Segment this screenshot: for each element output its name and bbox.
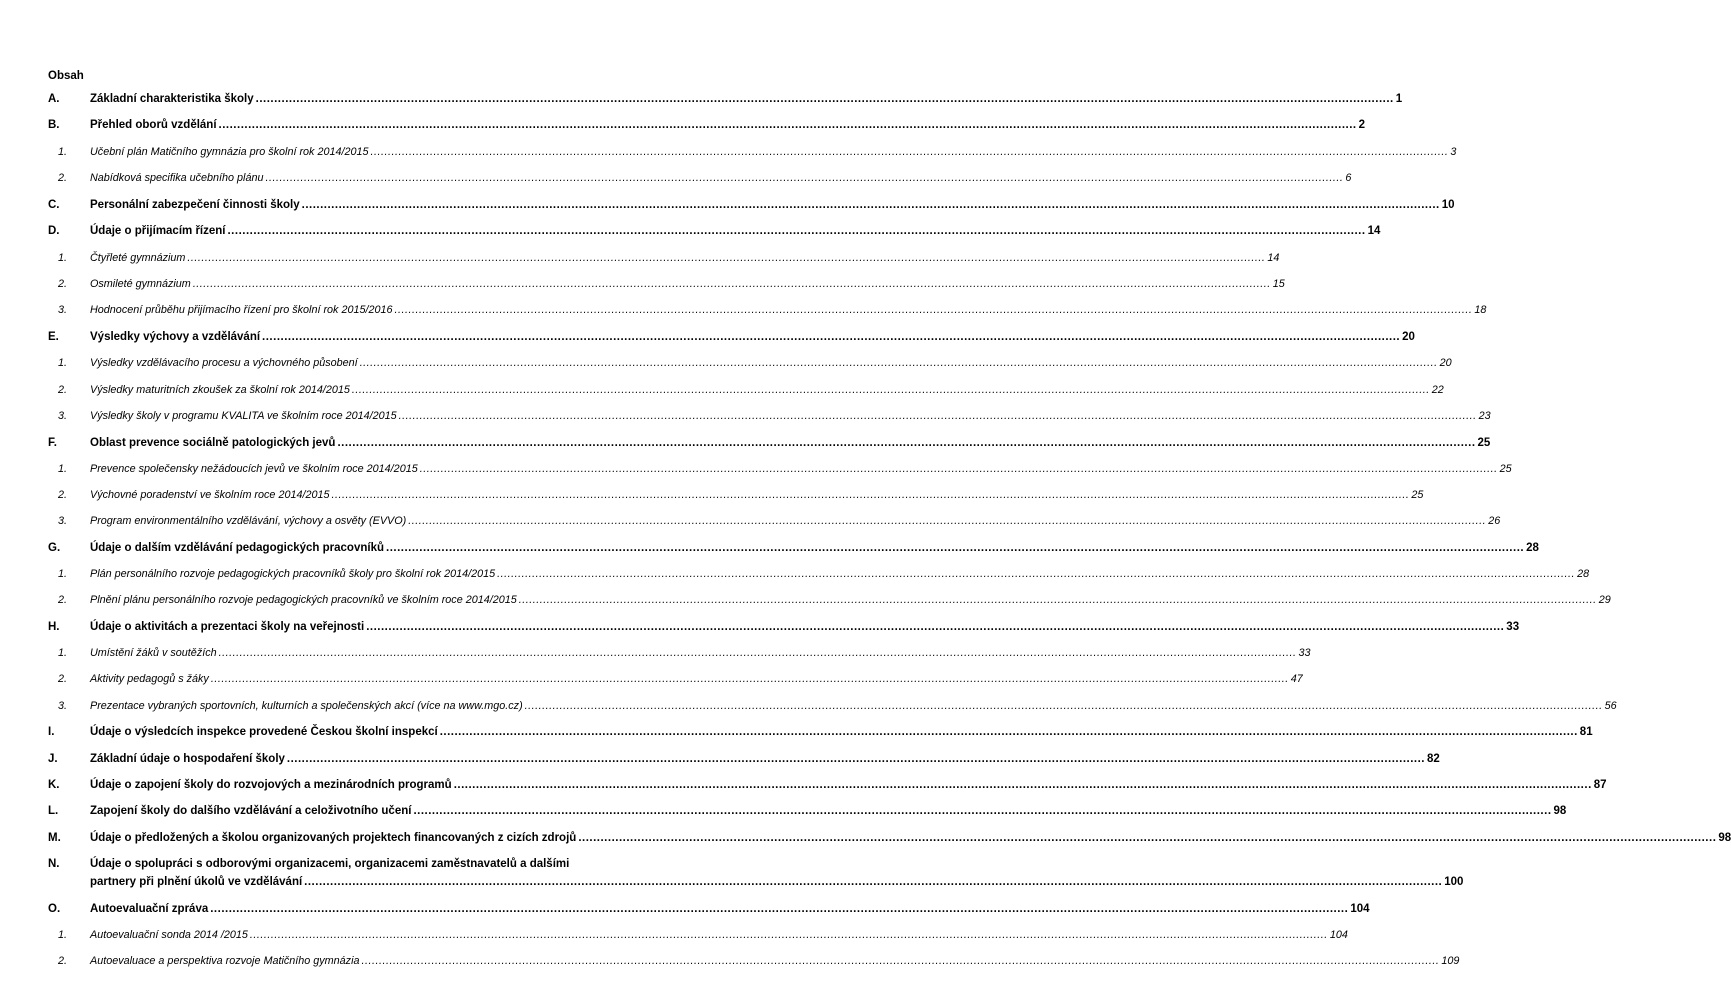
toc-title: Výsledky školy v programu KVALITA ve školním roce 2014/2015 (90, 410, 397, 422)
toc-entry-m[interactable] (48, 831, 1731, 845)
toc-marker: H. (48, 621, 60, 633)
toc-marker: F. (48, 437, 57, 449)
toc-page-number: 20 (1439, 357, 1452, 369)
toc-entry-f2[interactable] (48, 488, 1424, 502)
toc-leader-dots (287, 752, 1425, 766)
toc-entry-g2[interactable] (48, 593, 1611, 607)
toc-marker: 3. (58, 515, 68, 527)
toc-entry-h2[interactable] (48, 672, 1303, 686)
toc-title: Údaje o spolupráci s odborovými organizacemi, organizacemi zaměstnavatelů a dalšími (90, 858, 570, 870)
toc-title: Údaje o dalším vzdělávání pedagogických pracovníků (90, 542, 384, 554)
toc-leader-dots (525, 699, 1603, 713)
toc-leader-dots (370, 145, 1448, 159)
toc-leader-dots (352, 383, 1430, 397)
toc-marker: I. (48, 726, 55, 738)
toc-entry-f3[interactable] (48, 514, 1501, 528)
toc-title-continuation: partnery při plnění úkolů ve vzdělávání (90, 876, 303, 888)
toc-leader-dots (304, 875, 1442, 889)
toc-title: Údaje o aktivitách a prezentaci školy na veřejnosti (90, 621, 365, 633)
toc-page-number: 47 (1290, 673, 1303, 685)
toc-page-number: 25 (1477, 437, 1491, 449)
toc-leader-dots (361, 954, 1439, 968)
toc-marker: 2. (58, 278, 68, 290)
toc-title: Umístění žáků v soutěžích (90, 647, 217, 659)
toc-leader-dots (519, 593, 1597, 607)
toc-marker: B. (48, 119, 60, 131)
toc-marker: 2. (58, 955, 68, 967)
toc-entry-h1[interactable] (48, 646, 1311, 660)
toc-title: Údaje o předložených a školou organizovaných projektech financovaných z cizích zdrojů (90, 832, 577, 844)
toc-title: Aktivity pedagogů s žáky (90, 673, 209, 685)
toc-leader-dots (193, 277, 1271, 291)
toc-page-number: 14 (1367, 225, 1381, 237)
toc-leader-dots (408, 514, 1486, 528)
toc-marker: 1. (58, 647, 68, 659)
toc-entry-d[interactable] (48, 224, 1381, 238)
toc-title: Čtyřleté gymnázium (90, 252, 186, 264)
toc-page-number: 98 (1553, 805, 1567, 817)
toc-title: Autoevaluační zpráva (90, 903, 209, 915)
toc-title: Výsledky maturitních zkoušek za školní rok 2014/2015 (90, 384, 350, 396)
toc-page-number: 81 (1579, 726, 1593, 738)
toc-title: Osmileté gymnázium (90, 278, 191, 290)
toc-heading: Obsah (48, 70, 84, 82)
toc-page-number: 56 (1604, 700, 1617, 712)
toc-entry-e[interactable] (48, 330, 1415, 344)
toc-leader-dots (219, 646, 1297, 660)
toc-page-number: 20 (1402, 331, 1415, 343)
toc-title: Autoevaluace a perspektiva rozvoje Matičního gymnázia (90, 955, 360, 967)
toc-entry-g[interactable] (48, 541, 1539, 555)
toc-marker: 3. (58, 700, 68, 712)
toc-marker: 2. (58, 673, 68, 685)
toc-leader-dots (219, 118, 1357, 132)
toc-marker: G. (48, 542, 61, 554)
toc-entry-h3[interactable] (48, 699, 1617, 713)
toc-leader-dots (399, 409, 1477, 423)
toc-page-number: 100 (1444, 876, 1464, 888)
toc-marker: 1. (58, 357, 68, 369)
toc-entry-b2[interactable] (48, 171, 1352, 185)
toc-page-number: 6 (1345, 172, 1352, 184)
toc-leader-dots (331, 488, 1409, 502)
toc-marker: O. (48, 903, 61, 915)
toc-entry-l[interactable] (48, 804, 1567, 818)
toc-marker: 1. (58, 252, 68, 264)
toc-marker: 3. (58, 304, 68, 316)
toc-page-number: 28 (1577, 568, 1590, 580)
toc-entry-g1[interactable] (48, 567, 1590, 581)
toc-marker: 2. (58, 594, 68, 606)
toc-entry-k[interactable] (48, 778, 1607, 792)
toc-entry-e3[interactable] (48, 409, 1491, 423)
toc-page-number: 25 (1411, 489, 1424, 501)
toc-marker: C. (48, 199, 60, 211)
toc-entry-a[interactable] (48, 92, 1403, 106)
toc-title: Výchovné poradenství ve školním roce 2014/2015 (90, 489, 330, 501)
toc-leader-dots (265, 171, 1343, 185)
toc-title: Plnění plánu personálního rozvoje pedagogických pracovníků ve školním roce 2014/2015 (90, 594, 517, 606)
toc-title: Prezentace vybraných sportovních, kulturních a společenských akcí (více na www.mgo.cz) (90, 700, 523, 712)
toc-page-number: 26 (1488, 515, 1501, 527)
toc-entry-e2[interactable] (48, 383, 1444, 397)
toc-leader-dots (454, 778, 1592, 792)
toc-page-number: 1 (1395, 93, 1403, 105)
toc-title: Autoevaluační sonda 2014 /2015 (90, 929, 248, 941)
toc-marker: 1. (58, 929, 68, 941)
toc-leader-dots (386, 541, 1524, 555)
toc-page-number: 3 (1450, 146, 1457, 158)
toc-title: Údaje o výsledcích inspekce provedené Českou školní inspekcí (90, 726, 438, 738)
toc-marker: D. (48, 225, 60, 237)
toc-leader-dots (337, 436, 1475, 450)
toc-leader-dots (262, 330, 1400, 344)
toc-entry-h[interactable] (48, 620, 1520, 634)
toc-title: Výsledky výchovy a vzdělávání (90, 331, 261, 343)
toc-entry-b[interactable] (48, 118, 1366, 132)
toc-entry-f1[interactable] (48, 462, 1512, 476)
toc-leader-dots (440, 725, 1578, 739)
toc-entry-c[interactable] (48, 198, 1455, 212)
toc-entry-i[interactable] (48, 725, 1593, 739)
toc-title: Přehled oborů vzdělání (90, 119, 217, 131)
toc-leader-dots (497, 567, 1575, 581)
toc-marker: E. (48, 331, 59, 343)
toc-page-number: 98 (1718, 832, 1731, 844)
toc-marker: M. (48, 832, 61, 844)
toc-entry-d2[interactable] (48, 277, 1285, 291)
toc-title: Učební plán Matičního gymnázia pro školní rok 2014/2015 (90, 146, 369, 158)
toc-page-number: 87 (1593, 779, 1607, 791)
toc-entry-f[interactable] (48, 436, 1491, 450)
toc-marker: 2. (58, 489, 68, 501)
toc-leader-dots (227, 224, 1365, 238)
toc-title: Základní údaje o hospodaření školy (90, 753, 285, 765)
toc-marker: K. (48, 779, 60, 791)
toc-title: Údaje o zapojení školy do rozvojových a mezinárodních programů (90, 779, 452, 791)
toc-leader-dots (395, 303, 1473, 317)
toc-marker: L. (48, 805, 59, 817)
toc-title: Oblast prevence sociálně patologických jevů (90, 437, 336, 449)
toc-page-number: 82 (1427, 753, 1440, 765)
toc-entry-e1[interactable] (48, 356, 1452, 370)
toc-title: Personální zabezpečení činnosti školy (90, 199, 300, 211)
toc-page-number: 2 (1358, 119, 1366, 131)
toc-entry-j[interactable] (48, 752, 1440, 766)
toc-leader-dots (413, 804, 1551, 818)
toc-marker: 1. (58, 568, 68, 580)
toc-leader-dots (420, 462, 1498, 476)
toc-leader-dots (578, 831, 1716, 845)
toc-page-number: 29 (1598, 594, 1611, 606)
toc-title: Plán personálního rozvoje pedagogických pracovníků školy pro školní rok 2014/2015 (90, 568, 496, 580)
toc-page-number: 33 (1298, 647, 1311, 659)
toc-entry-d1[interactable] (48, 251, 1280, 265)
toc-leader-dots (211, 672, 1289, 686)
toc-leader-dots (302, 198, 1440, 212)
toc-page-number: 28 (1526, 542, 1539, 554)
toc-title: Zapojení školy do dalšího vzdělávání a celoživotního učení (90, 805, 412, 817)
toc-page-number: 33 (1506, 621, 1520, 633)
toc-page-number: 25 (1499, 463, 1512, 475)
toc-marker: 2. (58, 384, 68, 396)
toc-title: Nabídková specifika učebního plánu (90, 172, 264, 184)
toc-page-number: 15 (1272, 278, 1285, 290)
toc-entry-n[interactable] (48, 857, 1464, 889)
toc-page-number: 109 (1441, 955, 1460, 967)
toc-marker: 1. (58, 146, 68, 158)
toc-page-number: 104 (1329, 929, 1348, 941)
toc-page-number: 104 (1350, 903, 1370, 915)
toc-page-number: 22 (1431, 384, 1444, 396)
toc-title: Základní charakteristika školy (90, 93, 254, 105)
toc-entry-o[interactable] (48, 902, 1370, 916)
toc-leader-dots (256, 92, 1394, 106)
toc-marker: 3. (58, 410, 68, 422)
toc-title: Program environmentálního vzdělávání, výchovy a osvěty (EVVO) (90, 515, 407, 527)
toc-leader-dots (210, 902, 1348, 916)
toc-entry-b1[interactable] (48, 145, 1457, 159)
toc-marker: J. (48, 753, 58, 765)
toc-page-number: 14 (1267, 252, 1280, 264)
toc-leader-dots (366, 620, 1504, 634)
toc-title: Hodnocení průběhu přijímacího řízení pro školní rok 2015/2016 (90, 304, 393, 316)
toc-leader-dots (250, 928, 1328, 942)
toc-entry-o2[interactable] (48, 954, 1460, 968)
toc-leader-dots (187, 251, 1265, 265)
toc-title: Výsledky vzdělávacího procesu a výchovného působení (90, 357, 358, 369)
toc-page-number: 10 (1441, 199, 1455, 211)
toc-title: Údaje o přijímacím řízení (90, 225, 226, 237)
toc-marker: 2. (58, 172, 68, 184)
toc-entry-d3[interactable] (48, 303, 1487, 317)
toc-leader-dots (360, 356, 1438, 370)
toc-page-number: 18 (1474, 304, 1487, 316)
toc-page-number: 23 (1478, 410, 1491, 422)
toc-marker: N. (48, 858, 60, 870)
toc-title: Prevence společensky nežádoucích jevů ve školním roce 2014/2015 (90, 463, 418, 475)
toc-marker: A. (48, 93, 60, 105)
toc-marker: 1. (58, 463, 68, 475)
toc-entry-o1[interactable] (48, 928, 1348, 942)
